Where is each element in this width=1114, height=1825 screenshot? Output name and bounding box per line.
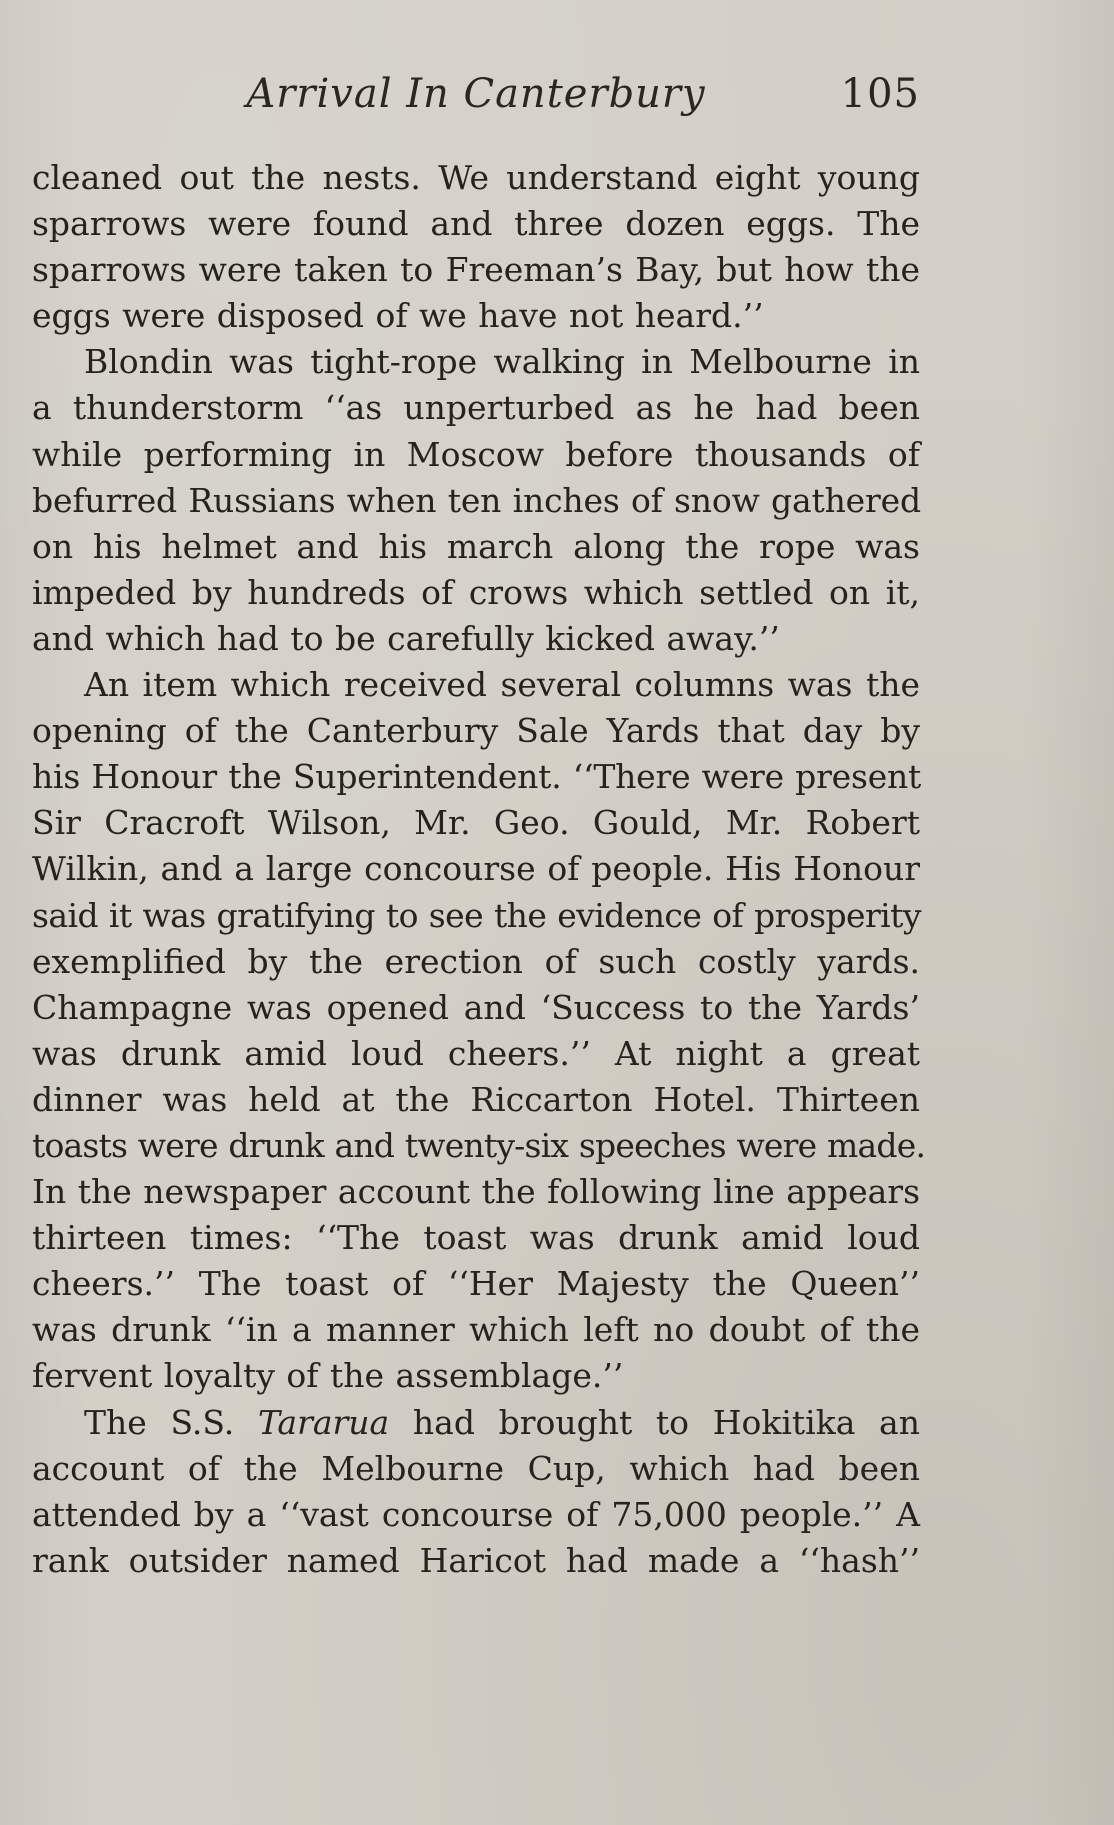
text-line: on his helmet and his march along the rope was (32, 526, 920, 566)
text-line: An item which received several columns was the (84, 665, 920, 705)
text-fragment: The S.S. (84, 1402, 258, 1442)
ship-name: Tararua (257, 1402, 390, 1442)
text-line: impeded by hundreds of crows which settled on it, (32, 572, 920, 612)
text-line: cheers.’’ The toast of ‘‘Her Majesty the Queen’’ (32, 1264, 920, 1304)
text-line: said it was gratifying to see the evidence of prosperity (32, 895, 921, 935)
text-line: was drunk amid loud cheers.’’ At night a great (32, 1033, 920, 1073)
running-title: Arrival In Canterbury (246, 71, 706, 117)
text-line: was drunk ‘‘in a manner which left no doubt of the (32, 1310, 920, 1350)
text-line: a thunderstorm ‘‘as unperturbed as he had been (32, 388, 920, 428)
page-number: 105 (840, 71, 920, 117)
text-line: fervent loyalty of the assemblage.’’ (32, 1356, 624, 1396)
text-line: dinner was held at the Riccarton Hotel. Thirteen (32, 1079, 920, 1119)
text-line: Wilkin, and a large concourse of people. His Honour (32, 849, 920, 889)
text-line: while performing in Moscow before thousands of (32, 434, 920, 474)
text-line (32, 1400, 920, 1446)
text-line: toasts were drunk and twenty-six speeches were made. (32, 1125, 926, 1165)
text-line: thirteen times: ‘‘The toast was drunk amid loud (32, 1218, 920, 1258)
text-line: exemplified by the erection of such costly yards. (32, 941, 920, 981)
text-line: and which had to be carefully kicked away.’’ (32, 618, 780, 658)
text-line: cleaned out the nests. We understand eight young (32, 158, 920, 197)
text-line: Blondin was tight-rope walking in Melbourne in (84, 342, 920, 382)
text-line: Champagne was opened and ‘Success to the Yards’ (32, 987, 920, 1027)
text-line: sparrows were found and three dozen eggs. The (32, 204, 920, 244)
text-line: his Honour the Superintendent. ‘‘There were present (32, 757, 922, 797)
text-line: sparrows were taken to Freeman’s Bay, but how the (32, 250, 920, 290)
text-line: attended by a ‘‘vast concourse of 75,000 people.’’ A (32, 1494, 920, 1534)
text-line: rank outsider named Haricot had made a ‘‘hash’’ (32, 1540, 920, 1580)
text-line: In the newspaper account the following line appears (32, 1172, 921, 1212)
body-text (32, 155, 926, 1584)
text-line: eggs were disposed of we have not heard.’’ (32, 296, 764, 336)
text-line: Sir Cracroft Wilson, Mr. Geo. Gould, Mr. Robert (32, 803, 920, 843)
text-line: befurred Russians when ten inches of snow gathered (32, 480, 921, 520)
text-line: opening of the Canterbury Sale Yards that day by (32, 711, 920, 751)
running-head (32, 66, 920, 122)
text-fragment: had brought to Hokitika an (389, 1402, 920, 1442)
text-line: account of the Melbourne Cup, which had been (32, 1448, 920, 1488)
